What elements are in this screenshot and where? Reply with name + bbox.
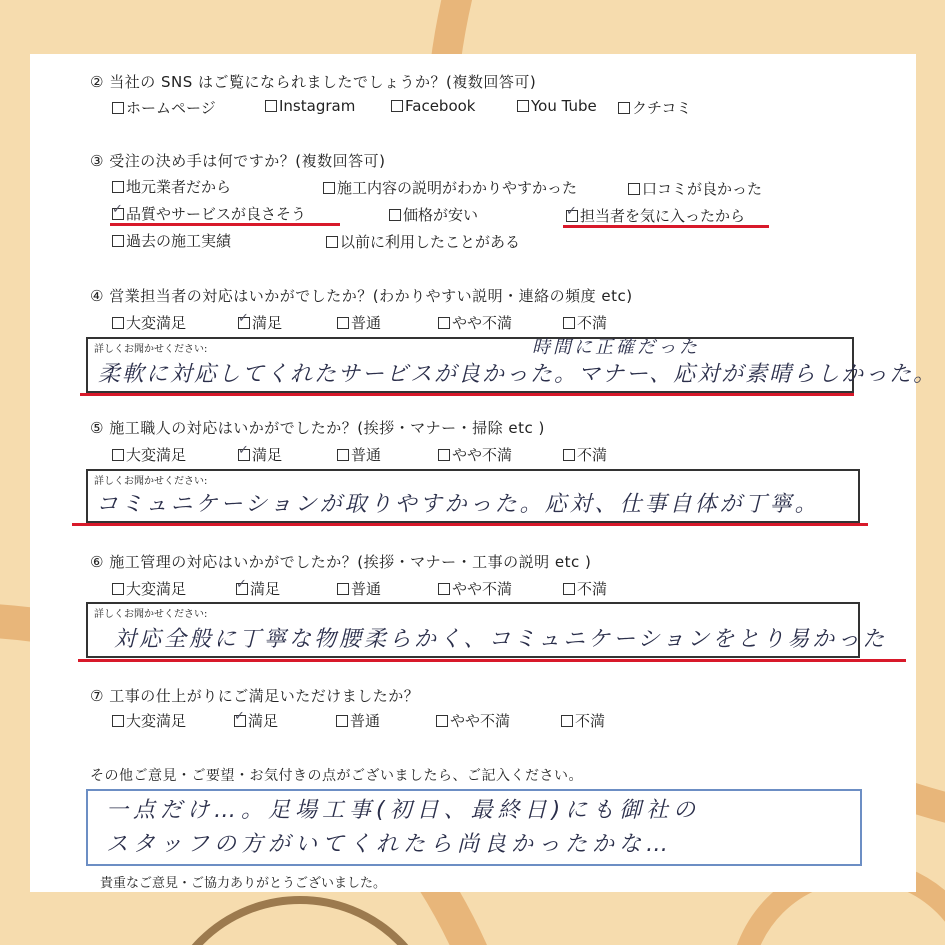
checkbox[interactable] bbox=[566, 210, 578, 222]
question-3-title: ③ 受注の決め手は何ですか？(複数回答可) bbox=[90, 152, 386, 170]
checkbox[interactable] bbox=[337, 317, 349, 329]
checkbox[interactable] bbox=[265, 100, 277, 112]
q4-comment-insert: 時間に正確だった bbox=[532, 337, 700, 358]
q4-option-very-satisfied[interactable]: 大変満足 bbox=[112, 312, 186, 333]
checkbox[interactable] bbox=[563, 449, 575, 461]
comment-label: 詳しくお聞かせください: bbox=[94, 344, 208, 355]
q7-option-satisfied[interactable]: ✓ 満足 bbox=[234, 710, 278, 731]
checkbox[interactable] bbox=[112, 715, 124, 727]
checkbox[interactable] bbox=[336, 715, 348, 727]
q2-option-kuchikomi[interactable]: クチコミ bbox=[618, 97, 691, 118]
checkbox[interactable] bbox=[112, 583, 124, 595]
checkbox[interactable] bbox=[517, 100, 529, 112]
q4-option-dissatisfied[interactable]: 不満 bbox=[563, 312, 607, 333]
q4-option-normal[interactable]: 普通 bbox=[337, 312, 381, 333]
question-6-title: ⑥ 施工管理の対応はいかがでしたか？(挨拶・マナー・工事の説明 etc ) bbox=[90, 553, 592, 571]
checkbox[interactable] bbox=[326, 236, 338, 248]
checkbox[interactable] bbox=[337, 583, 349, 595]
question-5-title: ⑤ 施工職人の対応はいかがでしたか？(挨拶・マナー・掃除 etc ) bbox=[90, 419, 545, 437]
q3-option-price[interactable]: 価格が安い bbox=[389, 204, 478, 225]
checkbox[interactable] bbox=[236, 583, 248, 595]
q5-comment-text: コミュニケーションが取りやすかった。応対、仕事自体が丁寧。 bbox=[96, 492, 820, 517]
checkbox[interactable] bbox=[438, 449, 450, 461]
q5-option-dissatisfied[interactable]: 不満 bbox=[563, 444, 607, 465]
checkbox[interactable] bbox=[391, 100, 403, 112]
q6-option-satisfied[interactable]: ✓ 満足 bbox=[236, 578, 280, 599]
q4-option-satisfied[interactable]: ✓ 満足 bbox=[238, 312, 282, 333]
q7-option-very-satisfied[interactable]: 大変満足 bbox=[112, 710, 186, 731]
red-underline bbox=[72, 523, 868, 526]
q7-option-somewhat-dissatisfied[interactable]: やや不満 bbox=[436, 710, 510, 731]
q6-comment-box[interactable] bbox=[86, 602, 888, 658]
checkbox[interactable] bbox=[618, 102, 630, 114]
q7-option-dissatisfied[interactable]: 不満 bbox=[561, 710, 605, 731]
red-underline bbox=[563, 225, 769, 228]
q5-option-somewhat-dissatisfied[interactable]: やや不満 bbox=[438, 444, 512, 465]
q4-option-somewhat-dissatisfied[interactable]: やや不満 bbox=[438, 312, 512, 333]
q4-comment-box[interactable] bbox=[86, 337, 938, 393]
checkbox[interactable] bbox=[628, 183, 640, 195]
comment-label: 詳しくお聞かせください: bbox=[94, 476, 208, 487]
red-underline bbox=[78, 659, 906, 662]
checkbox[interactable] bbox=[337, 449, 349, 461]
q6-option-normal[interactable]: 普通 bbox=[337, 578, 381, 599]
checkbox[interactable] bbox=[112, 317, 124, 329]
q6-option-somewhat-dissatisfied[interactable]: やや不満 bbox=[438, 578, 512, 599]
checkbox[interactable] bbox=[112, 235, 124, 247]
footer-thanks: 貴重なご意見・ご協力ありがとうございました。 bbox=[100, 876, 387, 891]
q4-comment-text: 柔軟に対応してくれたサービスが良かった。マナー、応対が素晴らしかった。 bbox=[98, 362, 938, 387]
q6-option-very-satisfied[interactable]: 大変満足 bbox=[112, 578, 186, 599]
question-2-title: ② 当社の SNS はご覧になられましたでしょうか？(複数回答可) bbox=[90, 73, 537, 91]
checkbox[interactable] bbox=[234, 715, 246, 727]
q3-option-local[interactable]: 地元業者だから bbox=[112, 176, 231, 197]
checkbox[interactable] bbox=[112, 208, 124, 220]
comment-label: 詳しくお聞かせください: bbox=[94, 609, 208, 620]
q5-option-very-satisfied[interactable]: 大変満足 bbox=[112, 444, 186, 465]
q5-option-normal[interactable]: 普通 bbox=[337, 444, 381, 465]
question-4-title: ④ 営業担当者の対応はいかがでしたか？(わかりやすい説明・連絡の頻度 etc) bbox=[90, 287, 633, 305]
checkbox[interactable] bbox=[323, 182, 335, 194]
checkbox[interactable] bbox=[438, 317, 450, 329]
q3-option-quality[interactable]: ✓品質やサービスが良さそう bbox=[112, 203, 306, 224]
red-underline bbox=[80, 393, 854, 396]
q3-option-track-record[interactable]: 過去の施工実績 bbox=[112, 230, 231, 251]
checkbox[interactable] bbox=[238, 449, 250, 461]
question-7-title: ⑦ 工事の仕上がりにご満足いただけましたか？ bbox=[90, 687, 420, 705]
q3-option-explanation[interactable]: 施工内容の説明がわかりやすかった bbox=[323, 177, 577, 198]
q6-option-dissatisfied[interactable]: 不満 bbox=[563, 578, 607, 599]
other-comment-line-2: スタッフの方がいてくれたら尚良かったかな… bbox=[106, 832, 674, 857]
checkbox[interactable] bbox=[436, 715, 448, 727]
q6-comment-text: 対応全般に丁寧な物腰柔らかく、コミュニケーションをとり易かった bbox=[114, 627, 888, 652]
q5-comment-box[interactable] bbox=[86, 469, 860, 523]
q3-option-staff[interactable]: ✓ 担当者を気に入ったから bbox=[566, 205, 745, 226]
q3-option-used-before[interactable]: 以前に利用したことがある bbox=[326, 231, 520, 252]
q2-option-instagram[interactable]: Instagram bbox=[265, 97, 355, 115]
q2-option-youtube[interactable]: You Tube bbox=[517, 97, 597, 115]
checkbox[interactable] bbox=[112, 449, 124, 461]
other-comments-title: その他ご意見・ご要望・お気付きの点がございましたら、ご記入ください。 bbox=[90, 768, 583, 784]
q5-option-satisfied[interactable]: ✓ 満足 bbox=[238, 444, 282, 465]
other-comments-box[interactable] bbox=[86, 789, 862, 866]
checkbox[interactable] bbox=[438, 583, 450, 595]
q7-option-normal[interactable]: 普通 bbox=[336, 710, 380, 731]
checkbox[interactable] bbox=[563, 583, 575, 595]
checkbox[interactable] bbox=[563, 317, 575, 329]
q2-option-homepage[interactable]: ホームページ bbox=[112, 97, 216, 118]
checkbox[interactable] bbox=[112, 181, 124, 193]
red-underline bbox=[110, 223, 340, 226]
other-comment-line-1: 一点だけ…。足場工事(初日、最終日)にも御社の bbox=[106, 798, 701, 823]
checkbox[interactable] bbox=[389, 209, 401, 221]
q2-option-facebook[interactable]: Facebook bbox=[391, 97, 475, 115]
q3-option-reviews[interactable]: 口コミが良かった bbox=[628, 178, 762, 199]
checkbox[interactable] bbox=[238, 317, 250, 329]
checkbox[interactable] bbox=[112, 102, 124, 114]
checkbox[interactable] bbox=[561, 715, 573, 727]
